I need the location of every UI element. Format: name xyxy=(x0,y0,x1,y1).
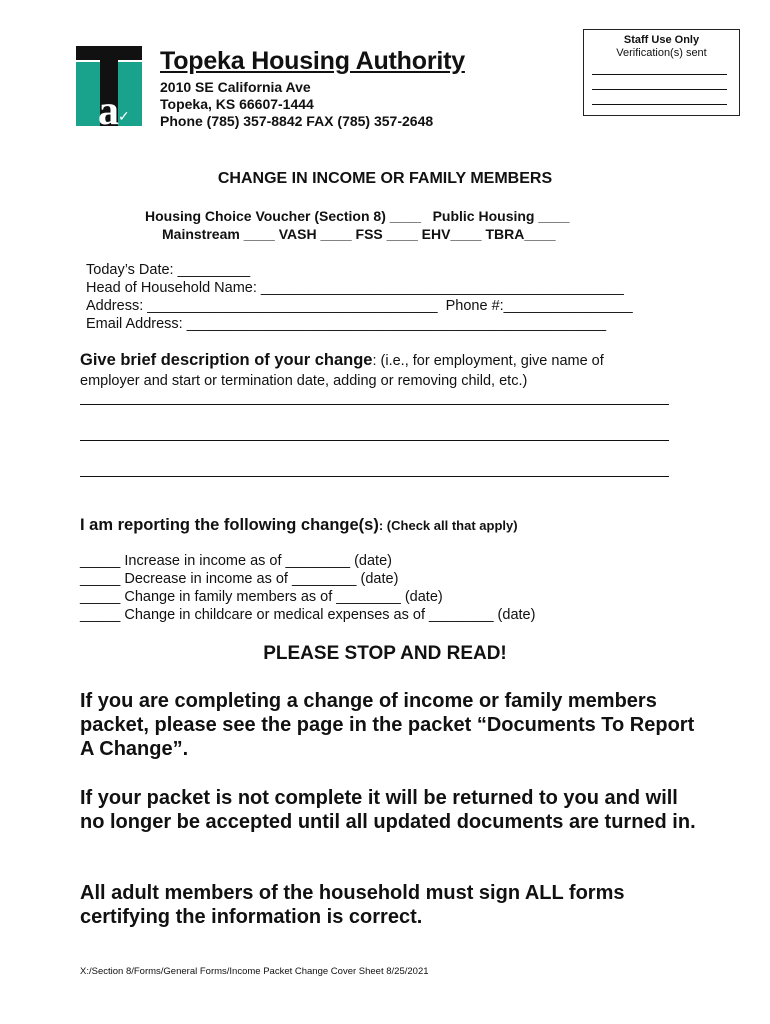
description-heading-bold: Give brief description of your change xyxy=(80,351,373,369)
change-option[interactable]: _____ Increase in income as of ________ (date) xyxy=(80,553,392,569)
svg-text:a: a xyxy=(98,88,119,126)
organization-name: Topeka Housing Authority xyxy=(160,47,465,75)
description-subline: employer and start or termination date, adding or removing child, etc.) xyxy=(80,373,528,389)
organization-address: 2010 SE California Ave xyxy=(160,79,311,95)
description-write-line[interactable] xyxy=(80,404,669,405)
reporting-heading xyxy=(80,516,518,535)
todays-date-field[interactable]: Today’s Date: _________ xyxy=(86,262,251,278)
email-address-field[interactable]: Email Address: ____________________________________________________ xyxy=(86,316,607,332)
program-line-1[interactable]: Housing Choice Voucher (Section 8) ____ Public Housing ____ xyxy=(145,208,570,224)
organization-city: Topeka, KS 66607-1444 xyxy=(160,96,314,112)
description-write-line[interactable] xyxy=(80,476,669,477)
program-line-2[interactable]: Mainstream ____ VASH ____ FSS ____ EHV____ TBRA____ xyxy=(162,226,556,242)
head-of-household-field[interactable]: Head of Household Name: _____________________________________________ xyxy=(86,280,624,296)
change-option[interactable]: _____ Change in family members as of ________ (date) xyxy=(80,589,443,605)
staff-verification-line[interactable] xyxy=(592,74,727,75)
notice-paragraph: All adult members of the household must sign ALL forms certifying the information is correct. xyxy=(80,882,625,928)
organization-phone-fax: Phone (785) 357-8842 FAX (785) 357-2648 xyxy=(160,113,434,129)
form-title: CHANGE IN INCOME OR FAMILY MEMBERS xyxy=(217,170,553,187)
description-heading xyxy=(80,351,604,370)
description-write-line[interactable] xyxy=(80,440,669,441)
change-option[interactable]: _____ Change in childcare or medical expenses as of ________ (date) xyxy=(80,607,536,623)
notice-paragraph: If you are completing a change of income or family members packet, please see the page in the packet “Documents To Report A Change”. xyxy=(80,690,695,760)
notice-paragraph: If your packet is not complete it will be returned to you and will no longer be accepted until all updated documents are turned in. xyxy=(80,787,696,833)
footer-file-path: X:/Section 8/Forms/General Forms/Income Packet Change Cover Sheet 8/25/2021 xyxy=(80,966,429,977)
tha-logo-icon xyxy=(76,46,142,126)
description-heading-suffix: : (i.e., for employment, give name of xyxy=(372,353,604,369)
staff-verification-line[interactable] xyxy=(592,89,727,90)
staff-use-subtitle: Verification(s) sent xyxy=(616,47,707,59)
stop-and-read-heading: PLEASE STOP AND READ! xyxy=(263,643,507,664)
staff-use-box xyxy=(583,29,740,116)
staff-use-title: Staff Use Only xyxy=(623,34,700,46)
reporting-heading-bold: I am reporting the following change(s) xyxy=(80,516,379,534)
change-option[interactable]: _____ Decrease in income as of ________ (date) xyxy=(80,571,399,587)
staff-verification-line[interactable] xyxy=(592,104,727,105)
svg-text:✓: ✓ xyxy=(118,108,130,124)
reporting-heading-suffix: : (Check all that apply) xyxy=(378,518,518,533)
address-phone-field[interactable]: Address: ____________________________________ Phone #:________________ xyxy=(86,298,633,314)
